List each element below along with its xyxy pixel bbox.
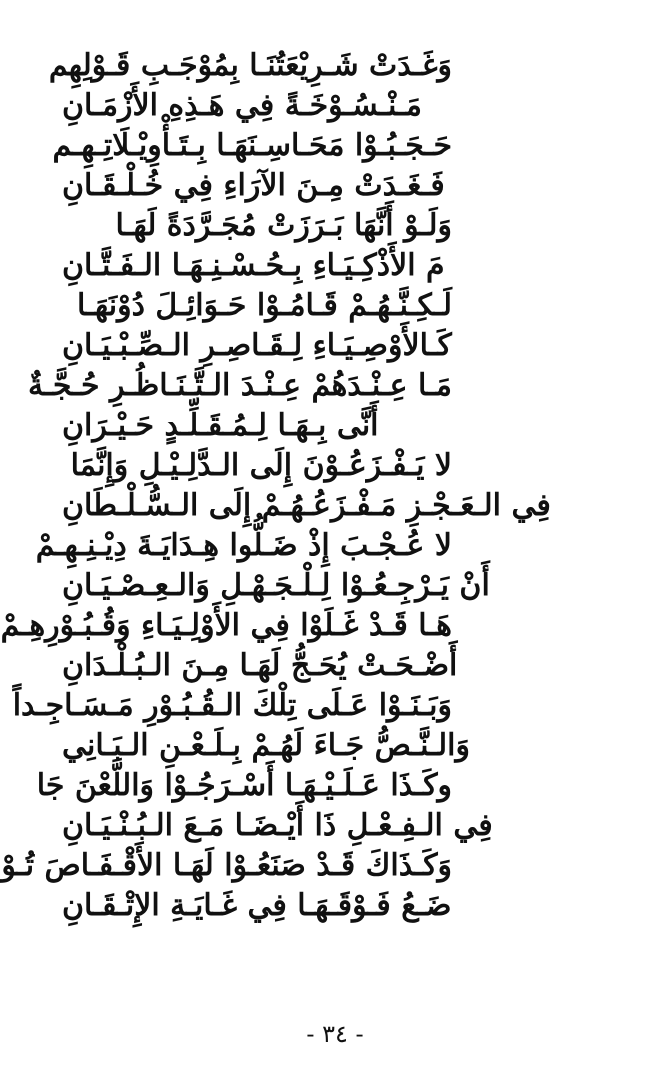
verse-line-21: وَكَـذَاكَ قَـدْ صَنَعُـوْا لَهَـا الأَقْـفَـاصَ تُـوْ (1, 848, 452, 883)
verse-line-16: أَضْـحَـتْ يُحَـجُّ لَهَـا مِـنَ الـبُـلْـدَانِ (62, 648, 458, 683)
verse-line-14: أَنْ يَـرْجِـعُـوْا لِـلْـجَـهْـلِ وَالـعِـصْـيَـانِ (62, 568, 490, 603)
verse-line-10: أَنَّى بِـهَـا لِـمُـقَـلِّـدٍ حَـيْـرَانِ (62, 408, 379, 443)
verse-line-4: فَـغَـدَتْ مِـنَ الآرَاءِ فِي خُـلْـقَـانِ (62, 168, 445, 203)
verse-line-2: مَـنْـسُـوْخَـةً فِي هَـذِهِ الأَزْمَـانِ (62, 88, 422, 123)
verse-line-20: فِي الـفِـعْـلِ ذَا أَيْـضَـا مَـعَ الـبُـنْـيَـانِ (62, 808, 493, 843)
poem-verses (0, 46, 622, 946)
page-number: - ٣٤ - (306, 1020, 364, 1048)
verse-line-7: لَـكِـنَّـهُـمْ قَـامُـوْا حَـوَائِـلَ دُوْنَهَـا (77, 288, 452, 323)
verse-line-6: مَ الأَذْكِـيَـاءِ بِـحُـسْـنِـهَـا الـفَـتَّـانِ (62, 248, 445, 283)
verse-line-12: فِي الـعَـجْـزِ مَـفْـزَعُـهُـمْ إِلَى الـسُّـلْـطَانِ (62, 488, 551, 523)
verse-line-19: وكَـذَا عَـلَـيْـهَـا أَسْـرَجُـوْا وَاللَّعْنَ جَا (36, 768, 452, 803)
verse-line-17: وَبَـنَـوْا عَـلَى تِلْكَ الـقُـبُـوْرِ مَـسَـاجِـداً (12, 688, 452, 723)
verse-line-11: لا يَـفْـزَعُـوْنَ إِلَى الـدَّلِـيْـلِ وَإِنَّمَا (70, 448, 452, 483)
verse-line-1: وَغَـدَتْ شَـرِيْعَتُنَـا بِمُوْجَـبِ قَـوْلِهِم (48, 48, 452, 83)
verse-line-18: وَالـنَّـصُّ جَـاءَ لَهُـمْ بِـلَـعْـنِ الـبَـانِي (62, 728, 470, 763)
verse-line-9: مَـا عِـنْـدَهُمْ عِـنْـدَ الـتَّـنَـاظُـرِ حُـجَّـةٌ (28, 368, 452, 403)
verse-line-3: حَـجَـبُـوْا مَحَـاسِـنَهَـا بِـتَـأْوِيْـلَاتِـهِـم (52, 128, 452, 163)
verse-line-22: ضَـعُ فَـوْقَـهَـا فِي غَـايَـةِ الإِتْـقَـانِ (62, 888, 452, 923)
verse-line-5: وَلَـوْ أَنَّهَا بَـرَزَتْ مُجَـرَّدَةً لَهَـا (115, 208, 452, 243)
verse-line-15: هَـا قَـدْ غَـلَوْا فِي الأَوْلِـيَـاءِ وَقُـبُـوْرِهِـمْ (0, 608, 452, 643)
verse-line-13: لا عُـجْـبَ إِذْ ضَـلُّوا هِـدَايَـةَ دِيْـنِـهِـمْ (35, 528, 452, 563)
verse-line-8: كَـالأَوْصِـيَـاءِ لِـقَـاصِـرِ الـصِّـبْـيَـانِ (62, 328, 452, 363)
